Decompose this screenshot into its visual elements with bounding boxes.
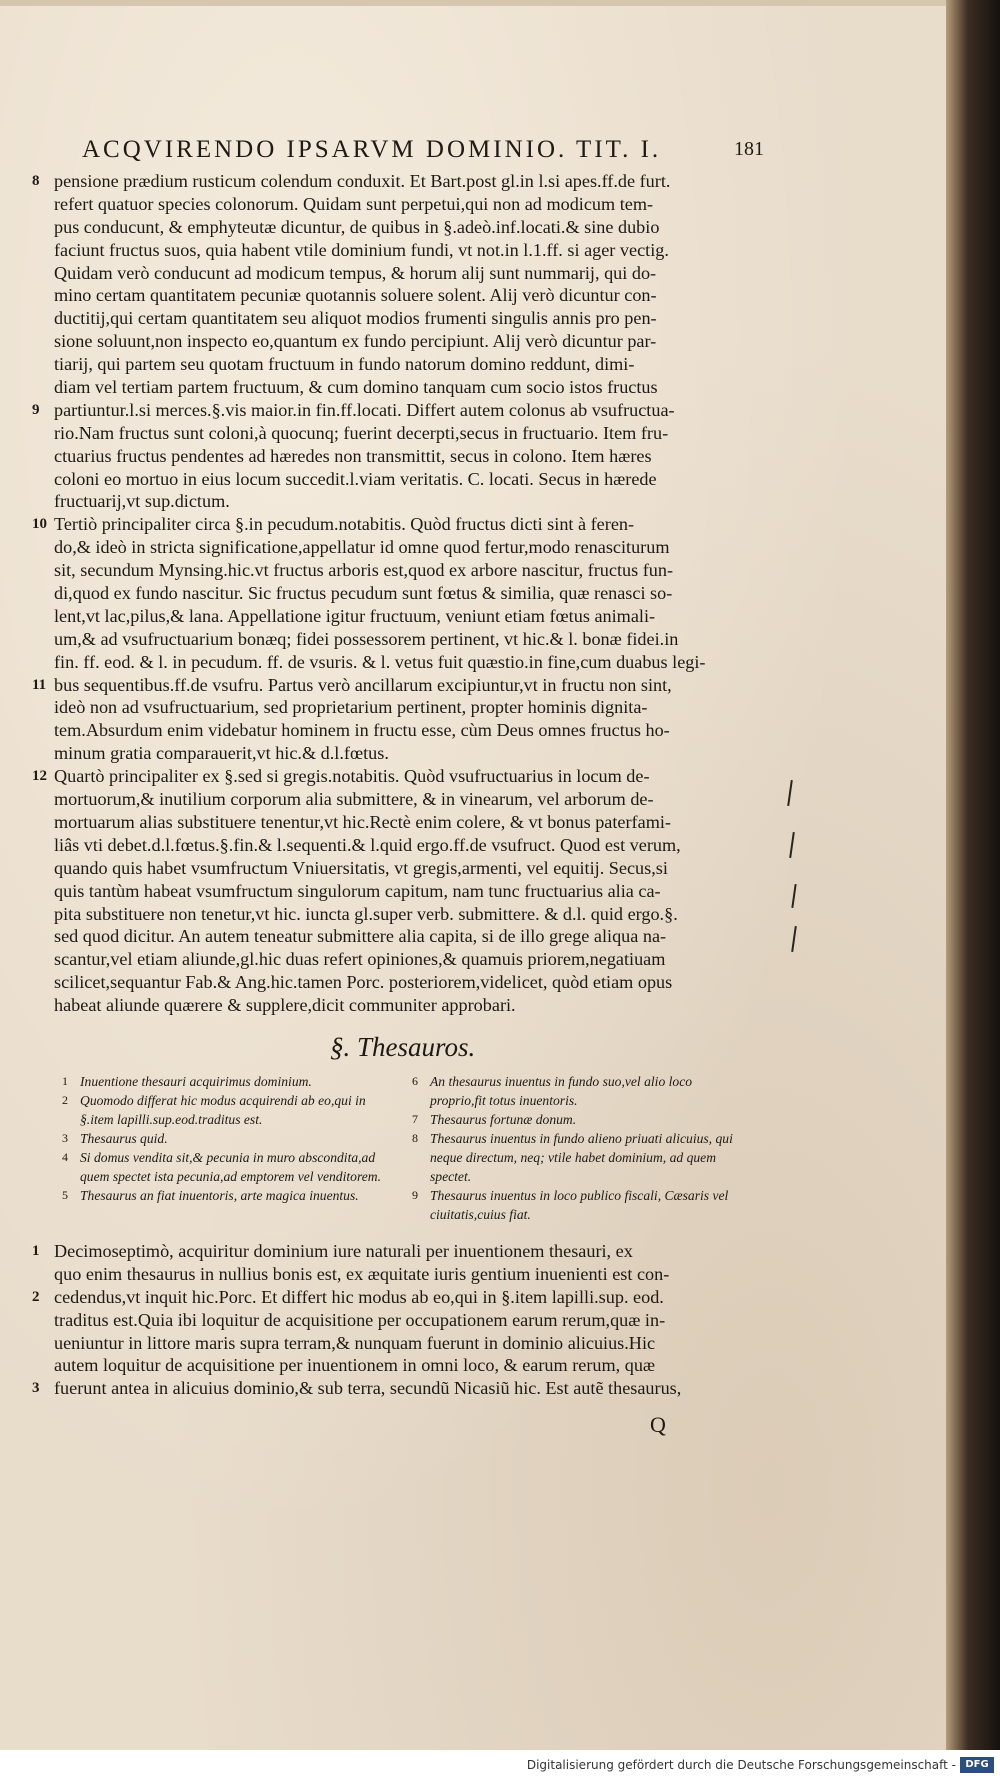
line-text: tem.Absurdum enim videbatur hominem in fructu esse, cùm Deus omnes fructus ho- [54, 720, 670, 741]
line-text: sed quod dicitur. An autem teneatur submittere alia capita, si de illo grege aliqua na- [54, 926, 667, 947]
text-line [32, 399, 774, 422]
catchword: Q [650, 1412, 666, 1437]
line-text: bus sequentibus.ff.de vsufru. Partus verò ancillarum excipiuntur,vt in fructu non sint, [54, 674, 672, 695]
summary-item [410, 1072, 750, 1110]
text-line [32, 1377, 774, 1400]
text-line [54, 605, 774, 628]
summary-item-text: Si domus vendita sit,& pecunia in muro abscondita,ad quem spectet ista pecunia,ad emptorem vel venditorem. [80, 1150, 381, 1184]
footer-credit: Digitalisierung gefördert durch die Deutsche Forschungsgemeinschaft - [526, 1758, 956, 1772]
summary-item-number: 8 [412, 1131, 418, 1145]
text-line [54, 376, 774, 399]
line-text: Quartò principaliter ex §.sed si gregis.notabitis. Quòd vsufructuarius in locum de- [54, 766, 650, 787]
summary-item [60, 1072, 400, 1091]
second-text-block [32, 1240, 774, 1400]
line-text: minum gratia comparauerit,vt hic.& d.l.fœtus. [54, 743, 389, 764]
text-line [32, 1286, 774, 1309]
summary-item [60, 1186, 400, 1205]
margin-number: 2 [32, 1288, 40, 1305]
summary-right-column [410, 1072, 750, 1224]
line-text: pita substituere non tenetur,vt hic. iuncta gl.super verb. submittere. & d.l. quid ergo.§. [54, 903, 678, 924]
line-text: coloni eo mortuo in eius locum succedit.l.viam veritatis. C. locati. Secus in hærede [54, 468, 657, 489]
text-line [54, 582, 774, 605]
main-text-block [32, 170, 774, 1017]
line-text: do,& ideò in stricta significatione,appellatur id omne quod fertur,modo renasciturum [54, 537, 670, 558]
margin-mark [791, 884, 796, 908]
text-line [32, 674, 774, 697]
summary-item [410, 1129, 750, 1186]
summary-item [60, 1148, 400, 1186]
line-text: quo enim thesaurus in nullius bonis est, ex æquitate iuris gentium inuenienti est con- [54, 1263, 670, 1284]
text-line [54, 284, 774, 307]
line-text: quando quis habet vsumfructum Vniuersitatis, vt gregis,armenti, vel equitij. Secus,si [54, 857, 668, 878]
line-text: tiarij, qui partem seu quotam fructuum in fundo natorum domino reddunt, dimi- [54, 354, 635, 375]
line-text: mortuorum,& inutilium corporum alia submittere, & in vinearum, vel arborum de- [54, 789, 654, 810]
text-line [54, 216, 774, 239]
line-text: pensione prædium rusticum colendum conduxit. Et Bart.post gl.in l.si apes.ff.de furt. [54, 171, 671, 191]
text-line [54, 651, 774, 674]
line-text: cedendus,vt inquit hic.Porc. Et differt hic modus ab eo,qui in §.item lapilli.sup. eod. [54, 1286, 664, 1307]
line-text: mortuarum alias substituere tenentur,vt hic.Rectè enim colere, & vt bonus paterfami- [54, 811, 671, 832]
line-text: habeat aliunde quærere & supplere,dicit communiter approbari. [54, 995, 516, 1016]
text-line [54, 1309, 774, 1332]
text-line [54, 994, 774, 1017]
margin-number: 12 [32, 768, 47, 785]
line-text: sit, secundum Mynsing.hic.vt fructus arboris est,quod ex arbore nascitur, fructus fun- [54, 560, 674, 581]
line-text: autem loquitur de acquisitione per inuentionem in omni loco, & earum rerum, quæ [54, 1355, 656, 1376]
text-line [32, 170, 774, 193]
line-text: fructuarij,vt sup.dictum. [54, 491, 230, 512]
text-line [54, 834, 774, 857]
line-text: liâs vti debet.d.l.fœtus.§.fin.& l.sequenti.& l.quid ergo.ff.de vsufruct. Quod est verum, [54, 834, 681, 855]
line-text: mino certam quantitatem pecuniæ quotannis soluere solent. Alij verò dicuntur con- [54, 285, 657, 306]
margin-mark [789, 832, 795, 858]
line-text: fin. ff. eod. & l. in pecudum. ff. de vsuris. & l. vetus fuit quæstio.in fine,cum duabus legi- [54, 651, 706, 672]
text-line [32, 1240, 774, 1263]
summary-item [410, 1110, 750, 1129]
summary-item-number: 5 [62, 1188, 68, 1202]
margin-number: 8 [32, 173, 40, 189]
text-line [54, 1354, 774, 1377]
line-text: ideò non ad vsufructuarium, sed proprietarium pertinent, propter hominis dignita- [54, 697, 648, 718]
line-text: Tertiò principaliter circa §.in pecudum.notabitis. Quòd fructus dicti sint à feren- [54, 514, 635, 535]
margin-mark [787, 780, 793, 806]
line-text: ductitij,qui certam quantitatem seu aliquot modios frumenti singulis annis pro pen- [54, 308, 657, 329]
summary-item-number: 4 [62, 1150, 68, 1164]
line-text: quis tantùm habeat vsumfructum singulorum capitum, nam tunc fructuarius alia ca- [54, 880, 661, 901]
line-text: um,& ad vsufructuarium bonæq; fidei possessorem pertinent, vt hic.& l. bonæ fidei.in [54, 628, 679, 649]
line-text: scantur,vel etiam aliunde,gl.hic duas refert opiniones,& quamuis priorem,negatiuam [54, 949, 666, 970]
text-line [54, 262, 774, 285]
text-line [54, 628, 774, 651]
line-text: pus conducunt, & emphyteutæ dicuntur, de quibus in §.adeò.inf.locati.& sine dubio [54, 216, 660, 237]
text-line [54, 239, 774, 262]
digitization-footer [0, 1750, 1000, 1782]
text-line [54, 422, 774, 445]
text-line [54, 353, 774, 376]
text-line [32, 765, 774, 788]
dfg-logo: DFG [960, 1757, 994, 1773]
text-line [54, 971, 774, 994]
summary-item-number: 7 [412, 1112, 418, 1126]
line-text: Quidam verò conducunt ad modicum tempus, & horum alij sunt nummarij, qui do- [54, 262, 657, 283]
summary-item-number: 6 [412, 1074, 418, 1088]
line-text: sione soluunt,non inspecto eo,quantum ex fundo percipiunt. Alij verò dicuntur par- [54, 331, 657, 352]
margin-annotation-marks [785, 780, 815, 980]
summary-item-text: Thesaurus inuentus in loco publico fiscali, Cæsaris vel ciuitatis,cuius fiat. [430, 1188, 729, 1222]
summary-left-column [60, 1072, 400, 1205]
summary-item-text: An thesaurus inuentus in fundo suo,vel alio loco proprio,fit totus inuentoris. [430, 1074, 693, 1108]
text-line [54, 445, 774, 468]
margin-number: 3 [32, 1380, 40, 1397]
summary-item [60, 1129, 400, 1148]
text-line [54, 307, 774, 330]
page-number: 181 [734, 138, 764, 160]
text-line [54, 788, 774, 811]
text-line [54, 1263, 774, 1286]
summary-item-text: Thesaurus quid. [80, 1131, 168, 1146]
margin-number: 1 [32, 1243, 40, 1259]
line-text: ctuarius fructus pendentes ad hæredes non transmittit, secus in colono. Item hæres [54, 445, 652, 466]
text-line [54, 903, 774, 926]
text-line [32, 513, 774, 536]
text-line [54, 330, 774, 353]
line-text: fuerunt antea in alicuius dominio,& sub terra, secundũ Nicasiũ hic. Est autẽ thesaurus, [54, 1378, 682, 1399]
text-line [54, 468, 774, 491]
summary-item [60, 1091, 400, 1129]
text-line [54, 857, 774, 880]
text-line [54, 719, 774, 742]
text-line [54, 559, 774, 582]
text-line [54, 193, 774, 216]
summary-item-number: 3 [62, 1131, 68, 1145]
text-line [54, 811, 774, 834]
summary-item-number: 1 [62, 1074, 68, 1088]
text-line [54, 696, 774, 719]
margin-mark [791, 926, 797, 952]
margin-number: 9 [32, 401, 40, 418]
line-text: refert quatuor species colonorum. Quidam sunt perpetui,qui non ad modicum tem- [54, 193, 654, 214]
text-line [54, 925, 774, 948]
summary-item-text: Thesaurus an fiat inuentoris, arte magica inuentus. [80, 1188, 359, 1203]
section-heading: §. Thesauros. [330, 1032, 476, 1062]
text-line [54, 948, 774, 971]
running-head: ACQVIRENDO IPSARVM DOMINIO. TIT. I. [82, 136, 662, 163]
summary-item-text: Thesaurus inuentus in fundo alieno priuati alicuius, qui neque directum, neq; vtile habet dominium, ad quem spectet. [430, 1131, 733, 1184]
line-text: rio.Nam fructus sunt coloni,à quocunq; fuerint decerpti,secus in fructuario. Item fru- [54, 422, 669, 443]
summary-item-text: Inuentione thesauri acquirimus dominium. [80, 1074, 312, 1089]
book-binding [968, 0, 1000, 1750]
text-line [54, 880, 774, 903]
text-line [54, 490, 774, 513]
line-text: faciunt fructus suos, quia habent vtile dominium fundi, vt not.in l.1.ff. si ager vectig. [54, 239, 669, 260]
text-line [54, 536, 774, 559]
line-text: partiuntur.l.si merces.§.vis maior.in fin.ff.locati. Differt autem colonus ab vsufructua- [54, 399, 675, 420]
line-text: lent,vt lac,pilus,& lana. Appellatione igitur fructuum, veniunt etiam fœtus animali- [54, 605, 656, 626]
summary-item-number: 9 [412, 1188, 418, 1202]
margin-number: 11 [32, 676, 47, 693]
margin-number: 10 [32, 516, 47, 533]
text-line [54, 1332, 774, 1355]
text-line [54, 742, 774, 765]
summary-item [410, 1186, 750, 1224]
line-text: scilicet,sequantur Fab.& Ang.hic.tamen Porc. posteriorem,videlicet, quòd etiam opus [54, 972, 673, 993]
line-text: ueniuntur in littore maris supra terram,& nunquam fuerunt in dominio alicuius.Hic [54, 1332, 656, 1353]
page-edge [946, 0, 968, 1750]
line-text: diam vel tertiam partem fructuum, & cum domino tanquam cum socio istos fructus [54, 377, 658, 398]
summary-item-text: Quomodo differat hic modus acquirendi ab eo,qui in §.item lapilli.sup.eod.traditus est. [80, 1093, 366, 1127]
line-text: Decimoseptimò, acquiritur dominium iure naturali per inuentionem thesauri, ex [54, 1241, 633, 1261]
summary-item-number: 2 [62, 1093, 68, 1107]
summary-item-text: Thesaurus fortunæ donum. [430, 1112, 577, 1127]
line-text: di,quod ex fundo nascitur. Sic fructus pecudum sunt fœtus & similia, quæ renasci so- [54, 583, 673, 604]
line-text: traditus est.Quia ibi loquitur de acquisitione per occupationem earum rerum,quæ in- [54, 1309, 666, 1330]
